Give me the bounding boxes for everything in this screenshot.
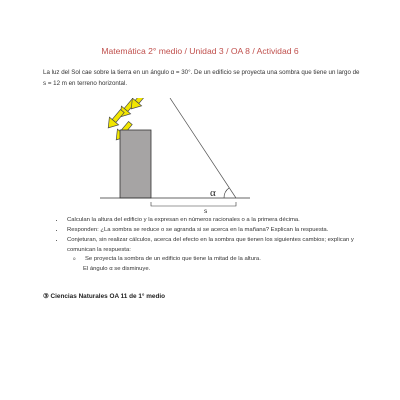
shadow-label: s: [204, 208, 208, 215]
task-item-text: Conjeturan, sin realizar cálculos, acerca del efecto en la sombra que tienen los siguientes cambios; explican y comunican la respuesta:: [67, 237, 354, 253]
problem-intro: La luz del Sol cae sobre la tierra en un ángulo α = 30°. De un edificio se proyecta una sombra que tiene un largo de s = 12 m en terreno horizontal.: [43, 69, 360, 87]
task-item: • Responden: ¿La sombra se reduce o se agranda si se acerca en la mañana? Explican la respuesta.: [65, 226, 365, 236]
section-heading: ③ Ciencias Naturales OA 11 de 1° medio: [43, 293, 166, 300]
building: [120, 130, 151, 198]
shadow-length-bracket: [151, 202, 236, 206]
alpha-label: α: [210, 187, 216, 199]
task-item: • Calculan la altura del edificio y la expresan en números racionales o a la primera décima.: [65, 216, 365, 226]
subtask-item: [73, 255, 365, 265]
task-item: [65, 236, 365, 275]
angle-arc: [224, 188, 229, 198]
page-title: Matemática 2° medio / Unidad 3 / OA 8 / Actividad 6: [101, 46, 299, 56]
subtask-text: Se proyecta la sombra de un edificio que tiene la mitad de la altura.: [85, 256, 261, 263]
task-list: [53, 216, 365, 276]
sun-ray-line: [170, 98, 236, 198]
subtask-note: El ángulo α se disminuye.: [83, 266, 151, 273]
subtask-list: [67, 255, 365, 265]
shadow-diagram: [100, 98, 250, 216]
subtask-marker: o: [73, 256, 76, 262]
